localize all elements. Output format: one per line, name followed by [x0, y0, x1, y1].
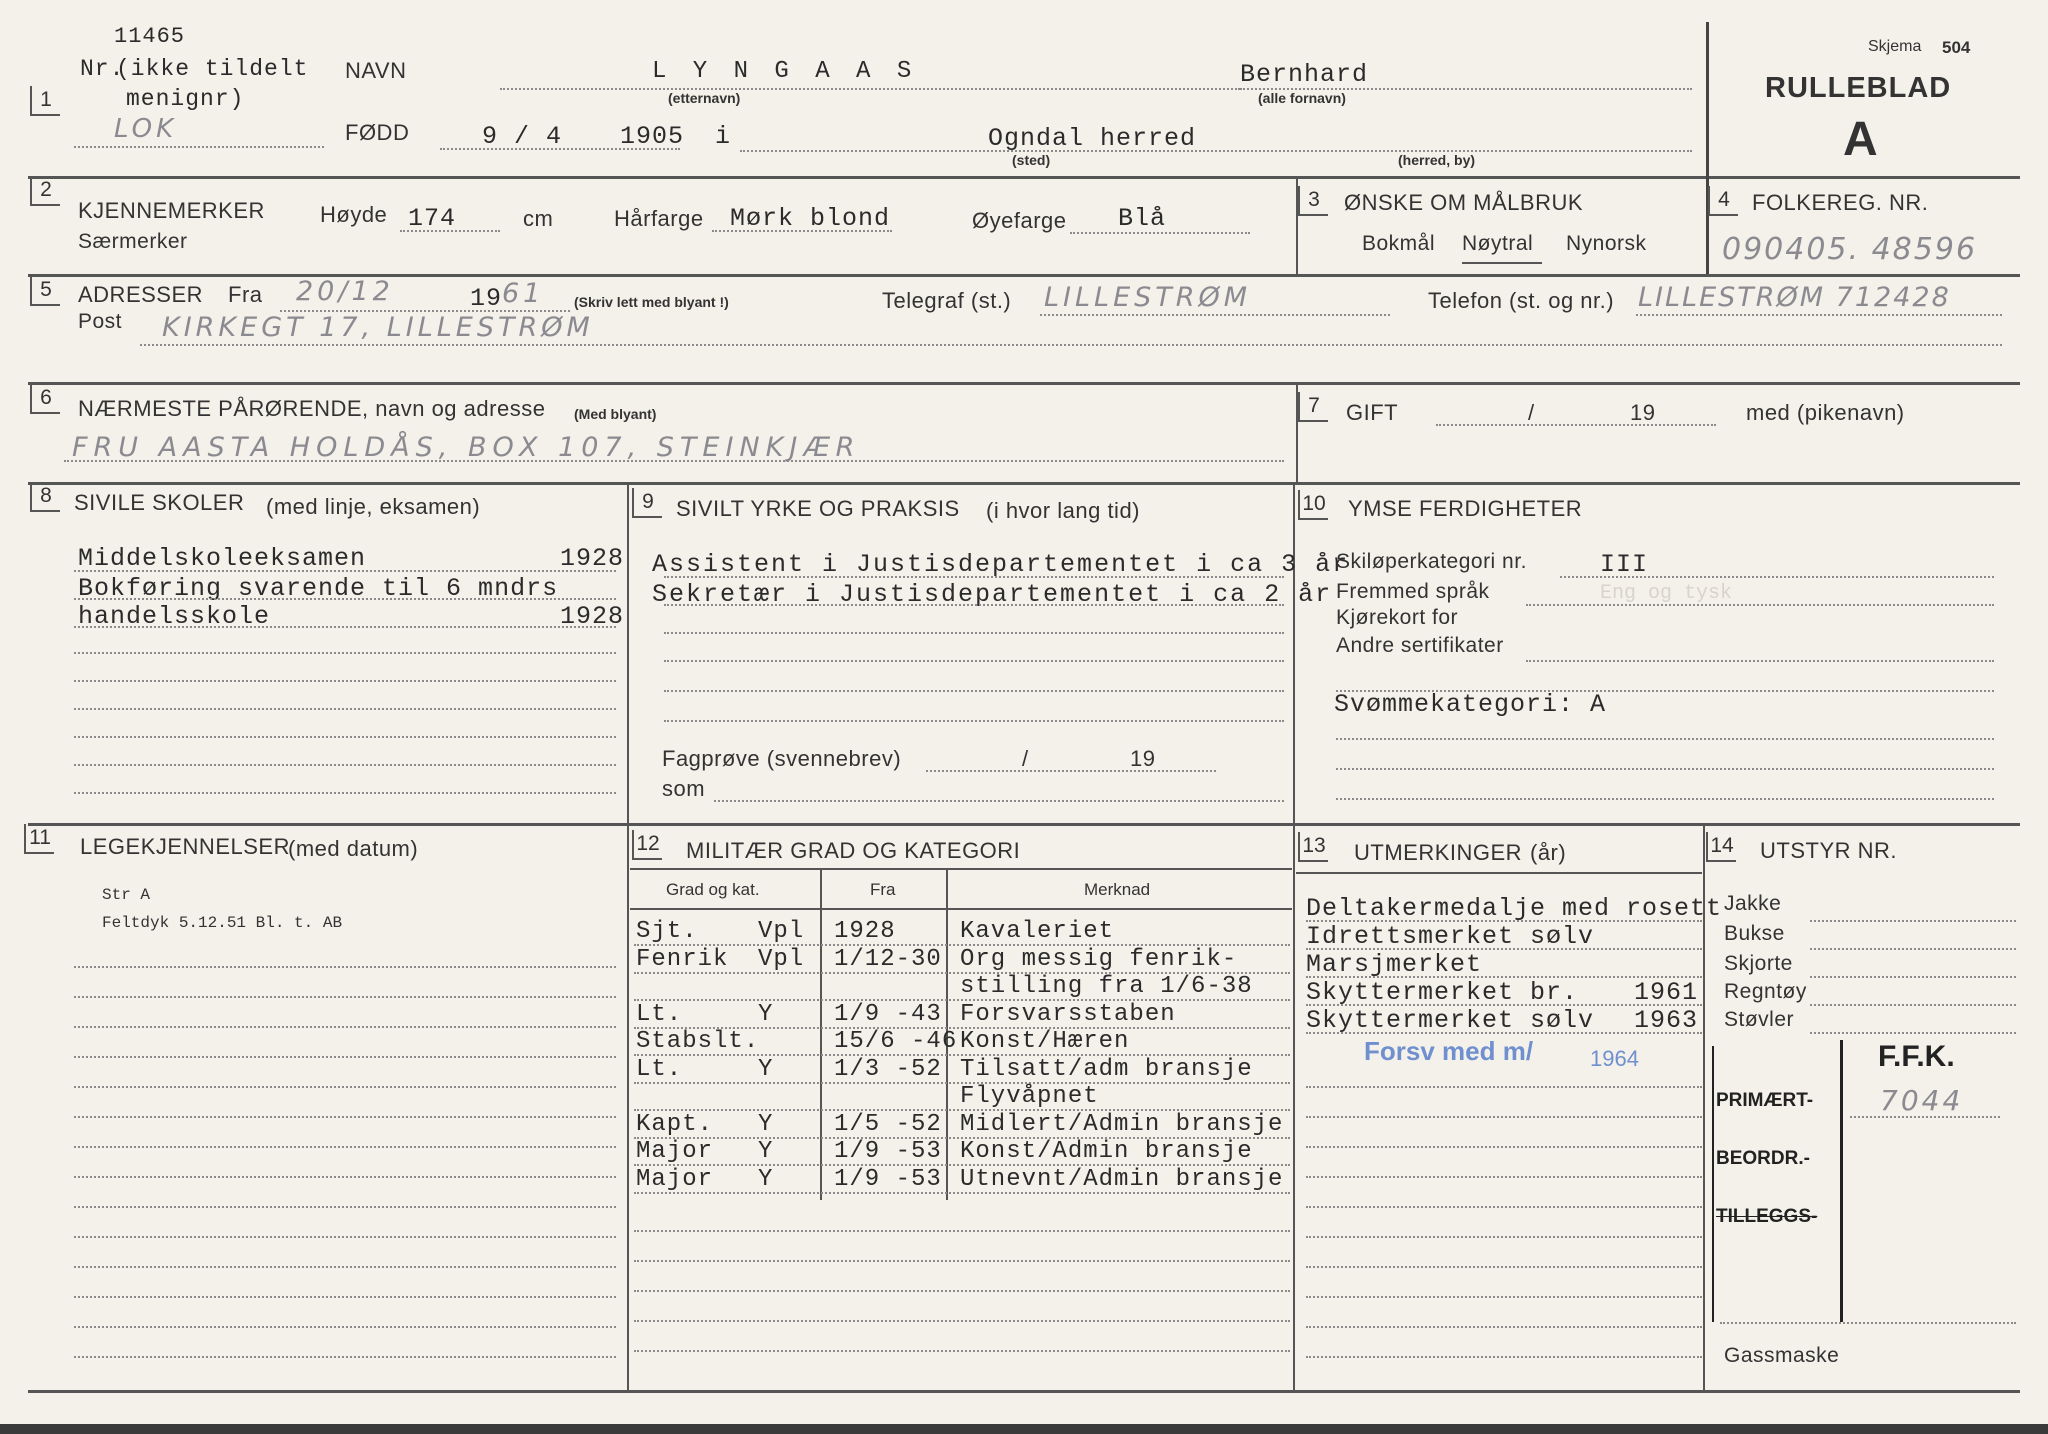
form-title: RULLEBLAD	[1765, 72, 1952, 104]
row-line	[1810, 920, 2016, 922]
utmerking-year: 1961	[1634, 978, 1699, 1007]
row-line	[74, 598, 616, 600]
malbruk-title: ØNSKE OM MÅLBRUK	[1344, 190, 1584, 215]
som-label: som	[662, 776, 706, 801]
row-line	[1560, 576, 1994, 578]
row-line	[74, 680, 616, 682]
row-line	[1526, 660, 1994, 662]
row-line	[74, 626, 616, 628]
utstyr-title: UTSTYR NR.	[1760, 838, 1897, 863]
skole-row: Bokføring svarende til 6 mndrs	[78, 574, 559, 603]
row-line	[74, 1356, 616, 1358]
yrke-subtitle: (i hvor lang tid)	[986, 498, 1141, 523]
stamp-rule	[1712, 1046, 1714, 1322]
etternavn-caption: (etternavn)	[668, 90, 741, 106]
militaer-fra: 1/5 -52	[834, 1110, 942, 1138]
militaer-fra: 1928	[834, 918, 896, 945]
noytral-underline	[1462, 262, 1542, 264]
row-line	[74, 1206, 616, 1208]
section-number: 3	[1298, 186, 1328, 216]
rule	[28, 482, 2020, 485]
post-label: Post	[78, 310, 123, 333]
parorende-title: NÆRMESTE PÅRØRENDE, navn og adresse	[78, 396, 546, 421]
table-rule	[630, 868, 1292, 870]
row-line	[664, 660, 1284, 662]
row-line	[1306, 1032, 1702, 1034]
militaer-title: MILITÆR GRAD OG KATEGORI	[686, 838, 1021, 863]
birth-year: 1905	[620, 122, 685, 151]
stamp-text: Forsv med m/	[1364, 1036, 1534, 1066]
militaer-merknad: stilling fra 1/6-38	[960, 973, 1253, 1000]
militaer-grad: Major	[636, 1165, 714, 1193]
rule	[28, 823, 2020, 826]
section-number: 7	[1298, 392, 1328, 422]
militaer-kat: Vpl	[758, 945, 805, 973]
skole-row: handelsskole	[78, 602, 271, 631]
row-line	[74, 1296, 616, 1298]
row-line	[634, 1230, 1290, 1232]
section-number: 6	[30, 384, 60, 414]
row-line	[1526, 604, 1994, 606]
nr-value: (ikke tildelt	[116, 56, 309, 82]
kjennemerker-label: KJENNEMERKER	[78, 198, 265, 223]
row-line	[1810, 1032, 2016, 1034]
fornavn-caption: (alle fornavn)	[1258, 90, 1346, 106]
hoyde-value: 174	[408, 204, 457, 233]
row-line	[1306, 1236, 1702, 1238]
row-line	[1306, 1356, 1702, 1358]
gift-label: GIFT	[1346, 400, 1399, 425]
militaer-fra: 1/3 -52	[834, 1055, 942, 1083]
skriv-note: (Skriv lett med blyant !)	[574, 294, 729, 310]
row-line	[74, 570, 616, 572]
sprak-value: Eng og tysk	[1600, 582, 1733, 605]
section-rule	[1296, 872, 1702, 874]
utstyr-item: Regntøy	[1724, 980, 1807, 1003]
militaer-fra: 1/9 -53	[834, 1138, 942, 1165]
row-line	[1810, 948, 2016, 950]
utstyr-item: Støvler	[1724, 1008, 1795, 1031]
gift-line	[1436, 424, 1716, 426]
form-letter: A	[1843, 113, 1878, 166]
section-number: 2	[30, 176, 60, 206]
militaer-merknad: Flyvåpnet	[960, 1083, 1099, 1110]
row-line	[74, 708, 616, 710]
fra-year-prefix: 19	[470, 284, 503, 313]
hoyde-label: Høyde	[320, 202, 388, 227]
row-line	[1306, 1116, 1702, 1118]
militaer-grad: Lt.	[636, 1055, 683, 1083]
row-line	[664, 690, 1284, 692]
section-number: 11	[24, 824, 54, 854]
malbruk-noytral: Nøytral	[1462, 232, 1534, 255]
rule	[627, 482, 629, 824]
row-line	[74, 736, 616, 738]
skole-year: 1928	[560, 602, 625, 631]
oyefarge-label: Øyefarge	[972, 208, 1067, 233]
utmerkinger-subtitle: (år)	[1530, 840, 1567, 865]
telegraf-label: Telegraf (st.)	[882, 288, 1012, 313]
skole-year: 1928	[560, 544, 625, 573]
utstyr-item: Bukse	[1724, 922, 1785, 945]
skole-row: Middelskoleeksamen	[78, 544, 367, 573]
cm-label: cm	[523, 206, 554, 231]
ymse-title: YMSE FERDIGHETER	[1348, 496, 1583, 521]
firstname: Bernhard	[1240, 60, 1369, 89]
rule	[1706, 22, 1709, 274]
section-number: 4	[1708, 186, 1738, 216]
row-line	[74, 764, 616, 766]
post-value: KIRKEGT 17, LILLESTRØM	[162, 312, 594, 343]
rule	[627, 825, 629, 1390]
gift-slash: /	[1528, 400, 1535, 425]
lege-subtitle: (med datum)	[288, 836, 419, 861]
utmerkinger-title: UTMERKINGER	[1354, 840, 1523, 865]
row-line	[74, 792, 616, 794]
row-line	[664, 576, 1284, 578]
section-number: 5	[30, 276, 60, 306]
row-line	[1306, 920, 1702, 922]
kjorekort-label: Kjørekort for	[1336, 606, 1459, 629]
sivile-skoler-subtitle: (med linje, eksamen)	[266, 494, 481, 519]
row-line	[74, 1266, 616, 1268]
section-number: 14	[1706, 832, 1736, 862]
beordr-label: BEORDR.-	[1716, 1148, 1810, 1169]
row-line	[664, 632, 1284, 634]
row-line	[634, 1290, 1290, 1292]
fagprove-line	[926, 770, 1216, 772]
adresser-label: ADRESSER	[78, 282, 204, 307]
nr-label: Nr.	[80, 56, 125, 82]
telefon-label: Telefon (st. og nr.)	[1428, 288, 1615, 313]
herred-caption: (herred, by)	[1398, 152, 1476, 168]
gift-med: med (pikenavn)	[1746, 400, 1905, 425]
sivile-skoler-title: SIVILE SKOLER	[74, 490, 245, 515]
harfarge-value: Mørk blond	[730, 204, 891, 233]
fra-date: 20/12	[296, 276, 394, 307]
row-line	[74, 1056, 616, 1058]
row-line	[74, 1326, 616, 1328]
harfarge-label: Hårfarge	[614, 206, 704, 231]
section-number: 8	[30, 482, 60, 512]
rule	[28, 176, 2020, 179]
sprak-label: Fremmed språk	[1336, 580, 1490, 603]
militaer-kat: Y	[758, 1055, 774, 1083]
lege-row: Str A	[102, 886, 151, 904]
row-line	[74, 1236, 616, 1238]
row-line	[1306, 976, 1702, 978]
ffk-stamp: F.F.K.	[1878, 1040, 1955, 1073]
utmerking-year: 1963	[1634, 1006, 1699, 1035]
ski-value: III	[1600, 550, 1649, 579]
lege-title: LEGEKJENNELSER	[80, 834, 290, 859]
row-line	[634, 1192, 1290, 1194]
surname-line	[500, 88, 1240, 90]
rule	[28, 1390, 2020, 1393]
militaer-merknad: Midlert/Admin bransje	[960, 1110, 1284, 1138]
militaer-kat: Vpl	[758, 918, 805, 945]
yrke-title: SIVILT YRKE OG PRAKSIS	[676, 496, 960, 521]
section-number: 1	[30, 86, 60, 116]
militaer-fra: 1/9 -43	[834, 1000, 942, 1028]
gift-year-prefix: 19	[1630, 400, 1656, 425]
militaer-grad: Sjt.	[636, 918, 698, 945]
telegraf-line	[1040, 314, 1390, 316]
ski-label: Skiløperkategori nr.	[1336, 550, 1527, 573]
oyefarge-value: Blå	[1118, 204, 1167, 233]
militaer-merknad: Tilsatt/adm bransje	[960, 1055, 1253, 1083]
col-grad-header: Grad og kat.	[666, 880, 760, 899]
fagprove-year-prefix: 19	[1130, 746, 1156, 771]
yrke-row: Assistent i Justisdepartementet i ca 3 år	[652, 550, 1350, 579]
militaer-kat: Y	[758, 1138, 774, 1165]
folkereg-value: 090405. 48596	[1722, 232, 1978, 267]
row-line	[1850, 1116, 2000, 1118]
militaer-fra: 15/6 -46	[834, 1028, 958, 1055]
utmerking-row: Skyttermerket sølv	[1306, 1006, 1595, 1035]
folkereg-title: FOLKEREG. NR.	[1752, 190, 1929, 215]
surname: L Y N G A A S	[652, 58, 918, 85]
card-number: 11465	[114, 24, 186, 49]
place-line	[740, 150, 1692, 152]
table-rule	[630, 908, 1292, 910]
row-line	[74, 652, 616, 654]
parorende-line	[64, 460, 1284, 462]
fra-year-suffix: 61	[502, 278, 545, 309]
row-line	[1336, 738, 1994, 740]
section-number: 10	[1298, 490, 1328, 520]
row-line	[1306, 1176, 1702, 1178]
row-line	[74, 1176, 616, 1178]
col-merknad-header: Merknad	[1084, 880, 1151, 899]
row-line	[1720, 1322, 2016, 1324]
birth-i: i	[715, 122, 732, 151]
row-line	[634, 1260, 1290, 1262]
row-line	[664, 720, 1284, 722]
row-line	[1336, 768, 1994, 770]
row-line	[1306, 1206, 1702, 1208]
row-line	[1336, 798, 1994, 800]
row-line	[1306, 1266, 1702, 1268]
row-line	[74, 996, 616, 998]
post-line	[140, 344, 2002, 346]
row-line	[74, 1116, 616, 1118]
birth-line	[440, 148, 680, 150]
row-line	[634, 1350, 1290, 1352]
malbruk-bokmal: Bokmål	[1362, 232, 1436, 255]
handwritten-code: LOK	[114, 114, 178, 144]
yrke-row: Sekretær i Justisdepartementet i ca 2 år	[652, 580, 1333, 609]
section-number: 9	[632, 488, 662, 518]
svomme-label: Svømmekategori: A	[1334, 690, 1607, 719]
nr-value-2: menignr)	[126, 86, 245, 112]
utmerking-row: Idrettsmerket sølv	[1306, 922, 1595, 951]
utmerking-row: Skyttermerket br.	[1306, 978, 1579, 1007]
utmerking-row: Marsjmerket	[1306, 950, 1483, 979]
militaer-kat: Y	[758, 1165, 774, 1193]
lege-row: Feltdyk 5.12.51 Bl. t. AB	[102, 914, 343, 932]
telefon-value: LILLESTRØM 712428	[1638, 282, 1951, 313]
rule	[1293, 482, 1295, 1390]
row-line	[634, 1320, 1290, 1322]
table-rule	[820, 870, 822, 1200]
row-line	[1306, 1004, 1702, 1006]
sertifikater-label: Andre sertifikater	[1336, 634, 1504, 657]
fra-label: Fra	[228, 282, 263, 307]
row-line	[1306, 1146, 1702, 1148]
militaer-grad: Stabslt.	[636, 1028, 760, 1055]
utmerking-row: Deltakermedalje med rosett	[1306, 894, 1723, 923]
row-line	[74, 1026, 616, 1028]
militaer-kat: Y	[758, 1110, 774, 1138]
section-number: 13	[1298, 832, 1328, 862]
bottom-edge	[0, 1424, 2048, 1434]
birth-place: Ogndal herred	[988, 124, 1197, 153]
hoyde-line	[400, 230, 500, 232]
row-line	[74, 966, 616, 968]
militaer-merknad: Org messig fenrik-	[960, 945, 1238, 973]
militaer-grad: Major	[636, 1138, 714, 1165]
militaer-fra: 1/9 -53	[834, 1165, 942, 1193]
row-line	[74, 1086, 616, 1088]
som-line	[714, 800, 1284, 802]
section-number: 12	[632, 830, 662, 860]
skjema-label: Skjema	[1868, 38, 1922, 55]
row-line	[1306, 1326, 1702, 1328]
malbruk-nynorsk: Nynorsk	[1566, 232, 1647, 255]
militaer-grad: Fenrik	[636, 945, 729, 973]
row-line	[1306, 1296, 1702, 1298]
militaer-merknad: Kavaleriet	[960, 918, 1115, 945]
militaer-grad: Kapt.	[636, 1110, 714, 1138]
row-line	[664, 604, 1284, 606]
row-line	[74, 1146, 616, 1148]
fodd-label: FØDD	[345, 120, 410, 145]
row-line	[1810, 1004, 2016, 1006]
primaert-label: PRIMÆRT-	[1716, 1090, 1814, 1111]
saermerker-label: Særmerker	[78, 230, 188, 253]
birth-daymonth: 9 / 4	[482, 122, 563, 151]
militaer-fra: 1/12-30	[834, 945, 942, 973]
row-line	[1810, 976, 2016, 978]
row-line	[1306, 1086, 1702, 1088]
stamp-rule	[1840, 1040, 1843, 1322]
gassmaske-label: Gassmaske	[1724, 1344, 1840, 1367]
tillegg-label: TILLEGGS-	[1716, 1206, 1818, 1227]
stamp-year: 1964	[1590, 1046, 1639, 1071]
fagprove-label: Fagprøve (svennebrev)	[662, 746, 902, 771]
militaer-merknad: Konst/Hæren	[960, 1028, 1130, 1055]
parorende-note: (Med blyant)	[574, 406, 657, 422]
harfarge-line	[712, 230, 892, 232]
code-line	[74, 146, 324, 148]
primaert-value: 7044	[1880, 1084, 1964, 1117]
militaer-kat: Y	[758, 1000, 774, 1028]
oyefarge-line	[1070, 232, 1250, 234]
utstyr-item: Skjorte	[1724, 952, 1793, 975]
skjema-number: 504	[1942, 38, 1971, 57]
fagprove-slash: /	[1022, 746, 1029, 771]
militaer-merknad: Konst/Admin bransje	[960, 1138, 1253, 1165]
telegraf-value: LILLESTRØM	[1044, 282, 1252, 313]
navn-label: NAVN	[345, 58, 407, 83]
utstyr-item: Jakke	[1724, 892, 1782, 915]
militaer-merknad: Utnevnt/Admin bransje	[960, 1165, 1284, 1193]
col-fra-header: Fra	[870, 880, 896, 899]
militaer-grad: Lt.	[636, 1000, 683, 1028]
militaer-merknad: Forsvarsstaben	[960, 1000, 1176, 1028]
parorende-value: FRU AASTA HOLDÅS, BOX 107, STEINKJÆR	[72, 432, 861, 463]
sted-caption: (sted)	[1012, 152, 1051, 168]
row-line	[1306, 948, 1702, 950]
telefon-line	[1636, 314, 2002, 316]
rule	[28, 382, 2020, 385]
